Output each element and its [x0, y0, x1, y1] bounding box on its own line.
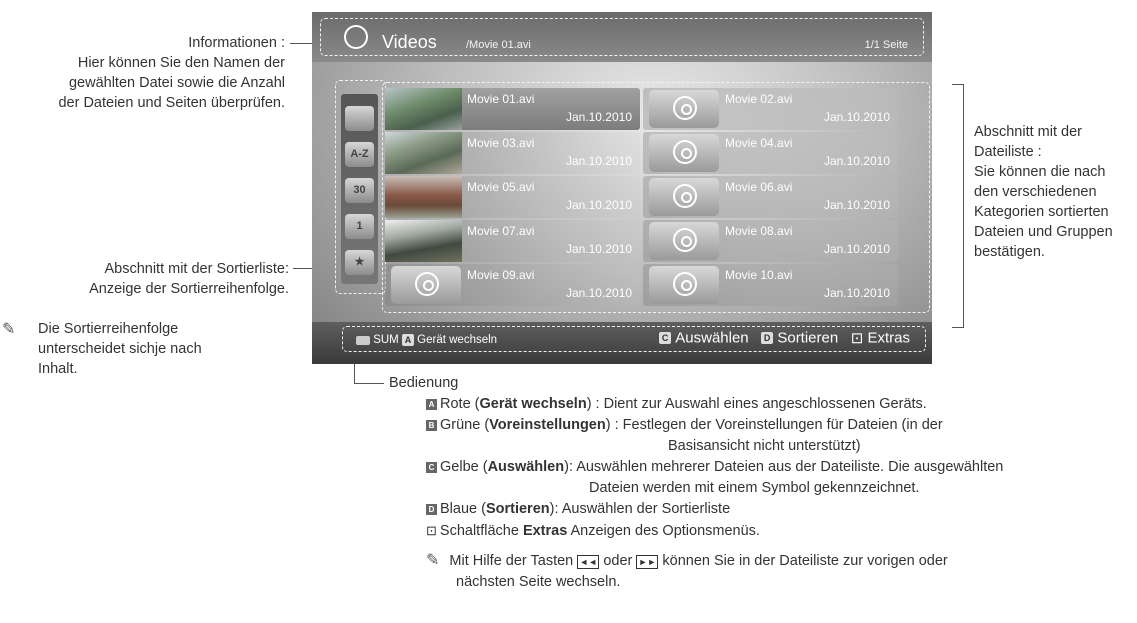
fast-forward-icon: ►►	[636, 555, 658, 569]
video-placeholder-thumbnail	[649, 90, 719, 128]
legend-b-cont: Basisansicht nicht unterstützt)	[668, 438, 861, 454]
control-legend	[426, 394, 1126, 593]
tv-screen	[312, 12, 932, 364]
legend-text: Gelbe (	[440, 459, 488, 475]
video-thumbnail	[385, 88, 462, 130]
legend-text: ) : Dient zur Auswahl eines angeschlossenen Geräts.	[586, 396, 927, 412]
legend-text: Schaltfläche	[439, 523, 523, 539]
list-item[interactable]	[385, 88, 640, 130]
rewind-icon: ◄◄	[577, 555, 599, 569]
bottom-right-controls	[659, 329, 910, 347]
legend-text: Grüne (	[440, 417, 490, 433]
video-placeholder-thumbnail	[649, 222, 719, 260]
film-reel-icon	[673, 96, 697, 120]
item-name: Movie 09.avi	[467, 268, 535, 282]
legend-a	[426, 394, 1126, 415]
list-item[interactable]	[385, 264, 640, 306]
film-reel-icon	[673, 140, 697, 164]
legend-text: ): Auswählen mehrerer Dateien aus der Dateiliste. Die ausgewählten	[564, 459, 1004, 475]
legend-text: können Sie in der Dateiliste zur vorigen oder	[662, 553, 948, 569]
item-date: Jan.10.2010	[823, 110, 890, 124]
video-thumbnail	[385, 220, 462, 262]
item-name: Movie 07.avi	[467, 224, 535, 238]
legend-bold: Extras	[522, 523, 568, 539]
key-c-icon: C	[426, 462, 437, 473]
change-device-button[interactable]: Gerät wechseln	[417, 334, 498, 347]
filelist-bracket	[963, 84, 964, 328]
list-item[interactable]	[643, 264, 898, 306]
info-annotation-line: der Dateien und Seiten überprüfen.	[58, 95, 285, 111]
legend-bold: Sortieren	[485, 501, 550, 517]
list-item[interactable]	[385, 176, 640, 218]
video-placeholder-thumbnail	[649, 266, 719, 304]
video-placeholder-thumbnail	[649, 134, 719, 172]
legend-note	[426, 550, 1126, 572]
key-a-icon: A	[426, 399, 437, 410]
video-placeholder-thumbnail	[391, 266, 461, 304]
legend-bold: Auswählen	[487, 459, 565, 475]
item-name: Movie 10.avi	[725, 268, 793, 282]
item-name: Movie 01.avi	[467, 92, 535, 106]
item-date: Jan.10.2010	[565, 286, 632, 300]
legend-text: Rote (	[440, 396, 480, 412]
sort-note	[38, 319, 202, 379]
control-leader-horizontal	[354, 383, 384, 384]
item-name: Movie 05.avi	[467, 180, 535, 194]
filelist-annotation-line: Dateien und Gruppen	[974, 224, 1113, 240]
key-b-icon: B	[426, 420, 437, 431]
legend-c-cont: Dateien werden mit einem Symbol gekennzeichnet.	[589, 480, 920, 496]
sort-note-line: Die Sortierreihenfolge	[38, 321, 179, 337]
item-name: Movie 08.avi	[725, 224, 793, 238]
legend-text: ) : Festlegen der Voreinstellungen für Dateien (in der	[605, 417, 943, 433]
bottom-left-controls	[356, 334, 497, 346]
filelist-annotation-line: den verschiedenen	[974, 184, 1097, 200]
key-c-icon[interactable]: C	[659, 332, 671, 344]
info-annotation	[0, 33, 285, 113]
key-a-icon[interactable]: A	[402, 334, 414, 346]
item-date: Jan.10.2010	[823, 198, 890, 212]
legend-text: oder	[603, 553, 633, 569]
item-date: Jan.10.2010	[565, 110, 632, 124]
calendar-30-icon[interactable]: 30	[345, 178, 374, 203]
list-item[interactable]	[643, 132, 898, 174]
legend-text: ): Auswählen der Sortierliste	[549, 501, 731, 517]
sort-annotation	[0, 259, 289, 299]
page-title: Videos	[382, 32, 437, 52]
film-reel-icon	[673, 272, 697, 296]
az-icon[interactable]: A-Z	[345, 142, 374, 167]
legend-text: Mit Hilfe der Tasten	[449, 553, 574, 569]
film-reel-icon	[673, 184, 697, 208]
control-leader-vertical	[354, 364, 355, 384]
filelist-annotation-line: Dateiliste :	[974, 144, 1042, 160]
key-d-icon[interactable]: D	[761, 332, 773, 344]
list-item[interactable]	[643, 88, 898, 130]
sort-note-line: Inhalt.	[38, 361, 78, 377]
legend-bold: Voreinstellungen	[489, 417, 606, 433]
sum-label: SUM	[373, 334, 399, 347]
legend-bold: Gerät wechseln	[479, 396, 587, 412]
note-pencil-icon: ✎	[426, 552, 440, 569]
legend-b	[426, 415, 1126, 436]
item-date: Jan.10.2010	[823, 242, 890, 256]
sort-annotation-title: Abschnitt mit der Sortierliste:	[104, 261, 289, 277]
filelist-annotation	[974, 122, 1113, 262]
item-name: Movie 02.avi	[725, 92, 793, 106]
list-item[interactable]	[643, 220, 898, 262]
page-indicator: 1/1 Seite	[864, 39, 908, 51]
star-icon[interactable]: ★	[345, 250, 374, 275]
legend-c	[426, 457, 1126, 478]
legend-text: Blaue (	[440, 501, 486, 517]
item-date: Jan.10.2010	[565, 198, 632, 212]
videos-reel-icon	[344, 25, 368, 49]
filelist-annotation-line: bestätigen.	[974, 244, 1045, 260]
video-thumbnail	[385, 176, 462, 218]
control-title: Bedienung	[389, 375, 459, 391]
tools-icon: ⊡	[426, 523, 437, 538]
select-button[interactable]: Auswählen	[675, 329, 749, 347]
video-placeholder-thumbnail	[649, 178, 719, 216]
list-item[interactable]	[385, 220, 640, 262]
key-d-icon: D	[426, 504, 437, 515]
sum-icon	[356, 336, 370, 345]
sort-button[interactable]: Sortieren	[777, 329, 839, 347]
film-reel-icon	[673, 228, 697, 252]
info-annotation-line: gewählten Datei sowie die Anzahl	[68, 75, 285, 91]
item-date: Jan.10.2010	[823, 154, 890, 168]
item-date: Jan.10.2010	[823, 286, 890, 300]
extras-button[interactable]: Extras	[867, 329, 910, 347]
legend-d	[426, 499, 1126, 520]
filelist-bracket-bottom	[952, 327, 964, 328]
legend-e	[426, 520, 1126, 542]
note-pencil-icon: ✎	[2, 321, 16, 338]
legend-text: Anzeigen des Optionsmenüs.	[567, 523, 760, 539]
sort-note-line: unterscheidet sichje nach	[38, 341, 202, 357]
calendar-1-icon[interactable]: 1	[345, 214, 374, 239]
item-date: Jan.10.2010	[565, 154, 632, 168]
tools-icon: ⊡	[850, 330, 864, 348]
info-annotation-title: Informationen :	[188, 35, 285, 51]
file-path: /Movie 01.avi	[466, 39, 531, 51]
film-reel-icon	[415, 272, 439, 296]
list-item[interactable]	[643, 176, 898, 218]
list-item[interactable]	[385, 132, 640, 174]
filelist-annotation-line: Abschnitt mit der	[974, 124, 1082, 140]
item-name: Movie 04.avi	[725, 136, 793, 150]
legend-note-line2: nächsten Seite wechseln.	[456, 574, 621, 590]
sort-annotation-line: Anzeige der Sortierreihenfolge.	[89, 281, 289, 297]
filelist-annotation-line: Kategorien sortierten	[974, 204, 1109, 220]
item-name: Movie 03.avi	[467, 136, 535, 150]
sort-panel	[341, 94, 378, 284]
video-thumbnail	[385, 132, 462, 174]
folder-icon[interactable]	[345, 106, 374, 131]
item-name: Movie 06.avi	[725, 180, 793, 194]
filelist-annotation-line: Sie können die nach	[974, 164, 1106, 180]
info-annotation-line: Hier können Sie den Namen der	[77, 55, 285, 71]
item-date: Jan.10.2010	[565, 242, 632, 256]
